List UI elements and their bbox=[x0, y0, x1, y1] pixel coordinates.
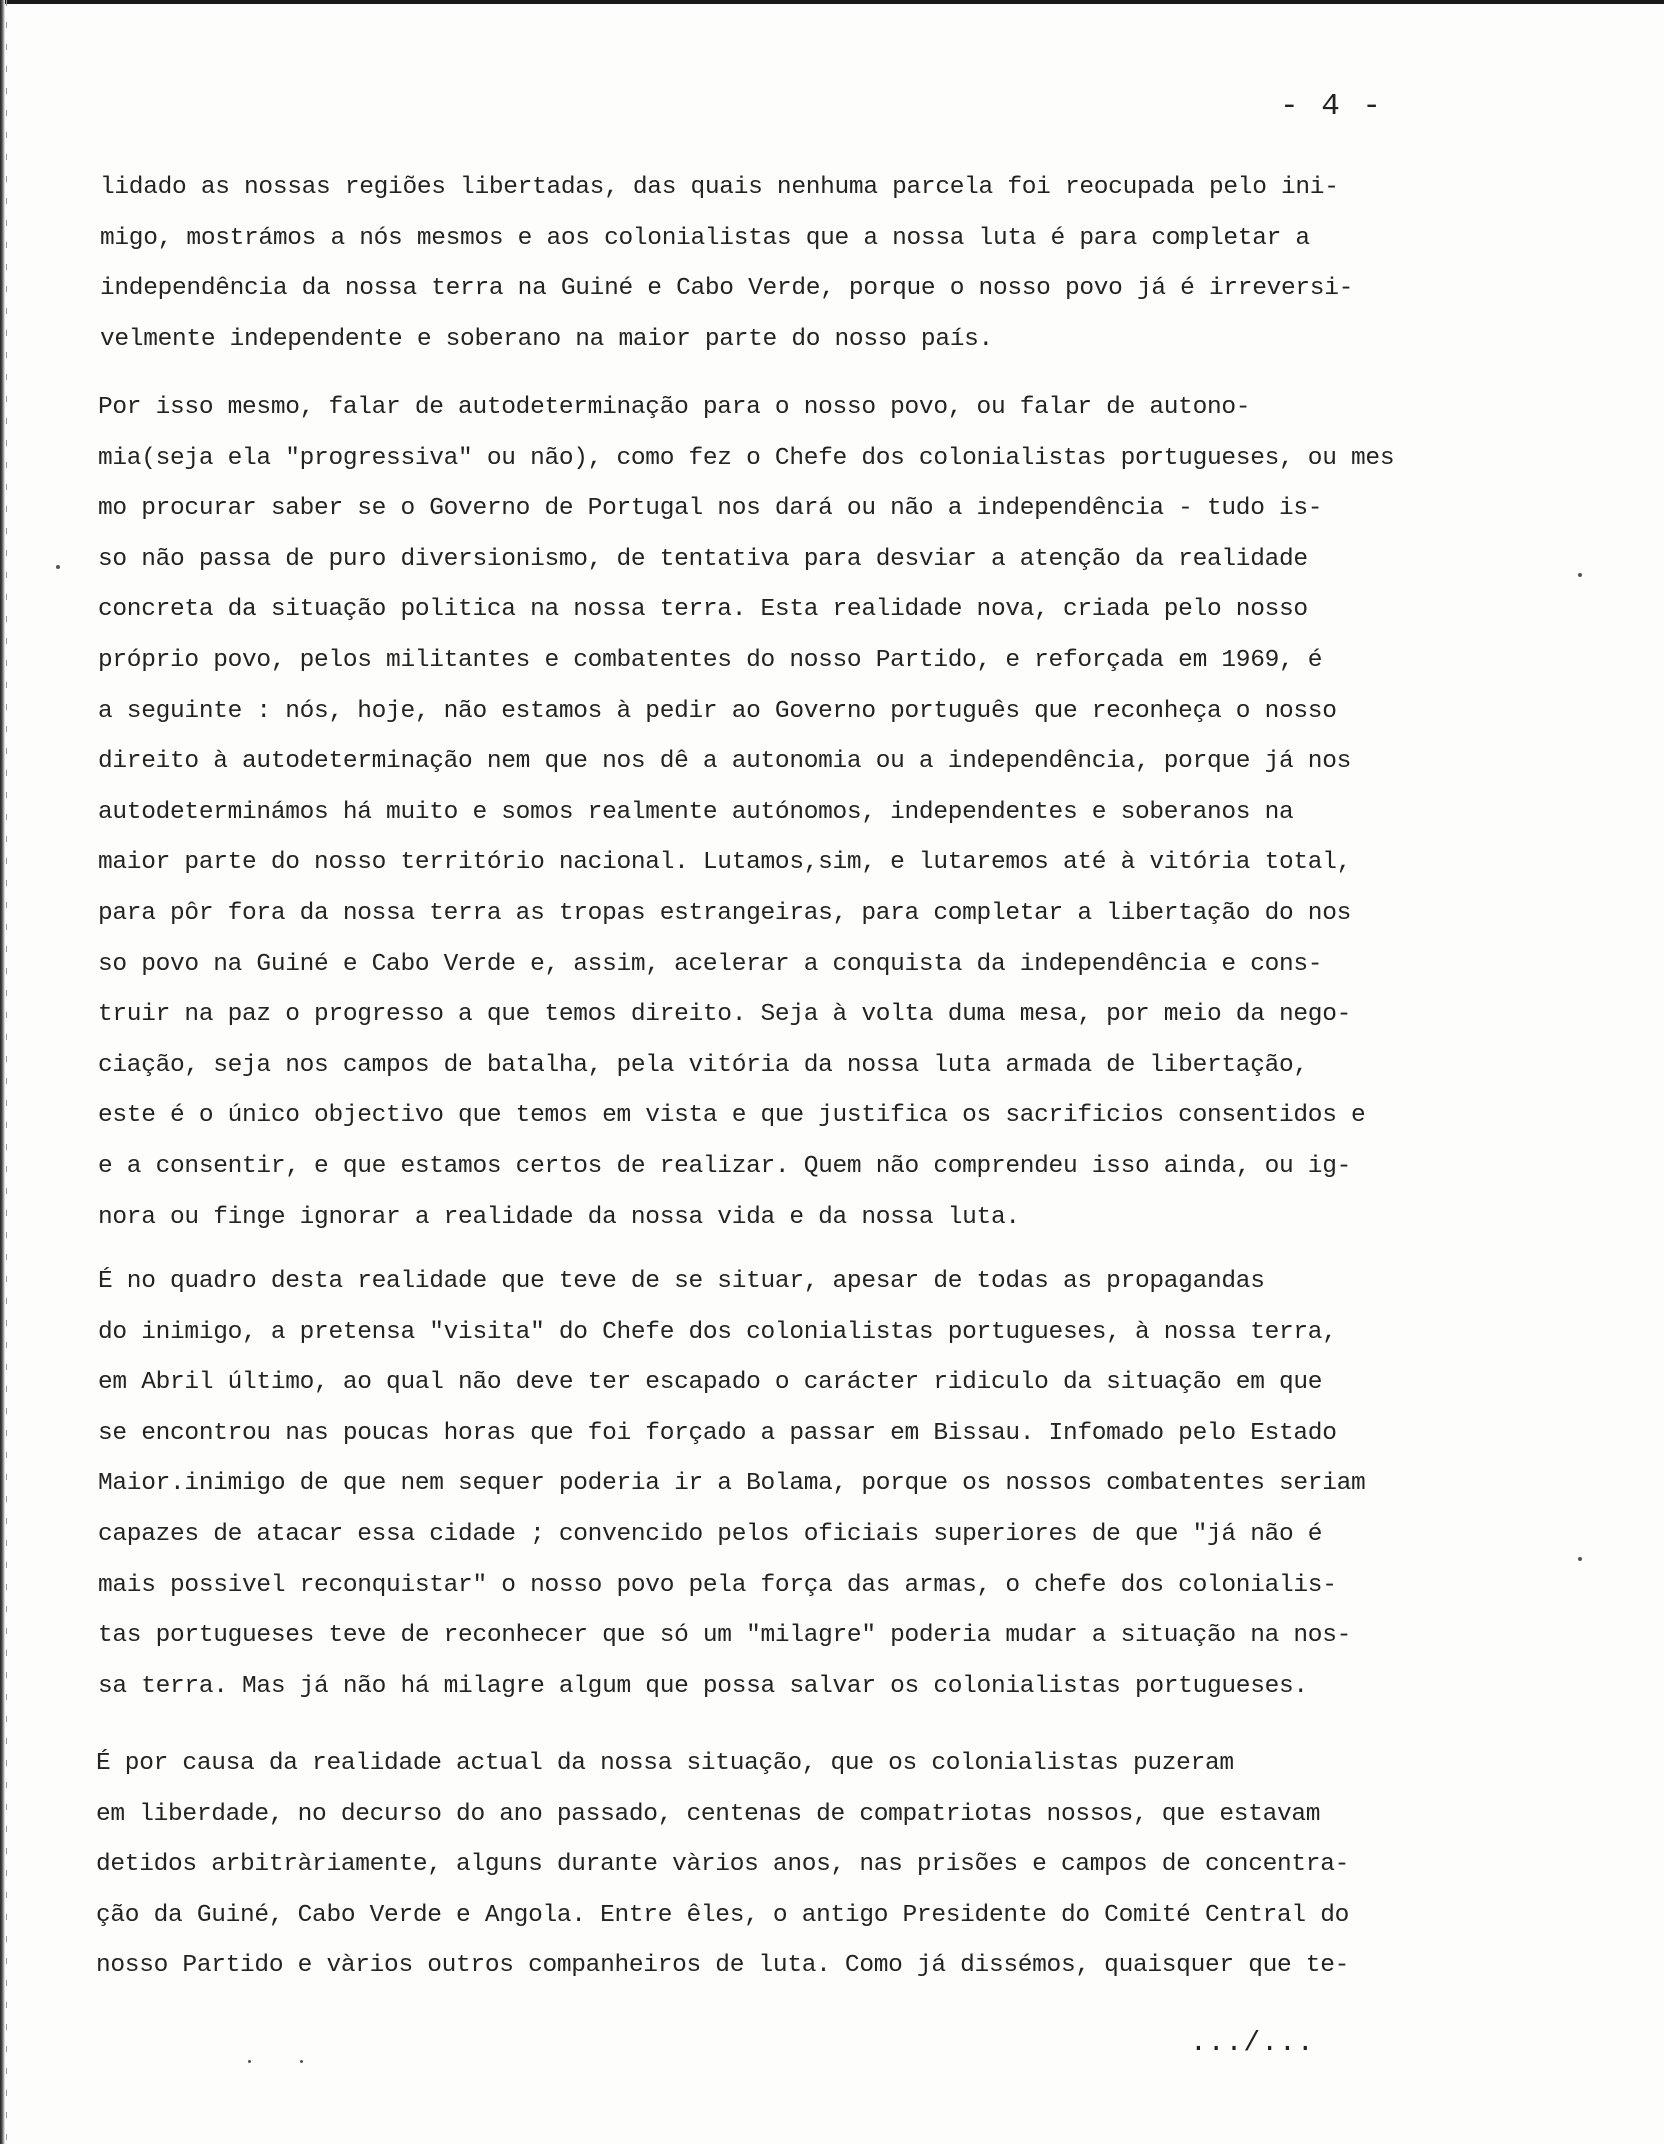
text-line: tas portugueses teve de reconhecer que só um "milagre" poderia mudar a situação na nos- bbox=[98, 1622, 1352, 1650]
text-line: mo procurar saber se o Governo de Portugal nos dará ou não a independência - tudo is- bbox=[98, 495, 1323, 523]
text-line: mais possivel reconquistar" o nosso povo pela força das armas, o chefe dos colonialis- bbox=[98, 1571, 1337, 1599]
text-line: sa terra. Mas já não há milagre algum que possa salvar os colonialistas portugueses. bbox=[98, 1672, 1308, 1700]
text-line: Maior.inimigo de que nem sequer poderia ir a Bolama, porque os nossos combatentes seriam bbox=[98, 1470, 1366, 1498]
text-line: maior parte do nosso território nacional. Lutamos,sim, e lutaremos até à vitória total, bbox=[98, 849, 1352, 877]
page-left-edge-perforation bbox=[6, 0, 7, 2144]
text-line: truir na paz o progresso a que temos direito. Seja à volta duma mesa, por meio da nego- bbox=[98, 1001, 1352, 1029]
scan-speck bbox=[56, 565, 60, 569]
text-line: ciação, seja nos campos de batalha, pela vitória da nossa luta armada de libertação, bbox=[98, 1051, 1308, 1079]
text-line: independência da nossa terra na Guiné e Cabo Verde, porque o nosso povo já é irreversi- bbox=[100, 275, 1354, 303]
text-line: em liberdade, no decurso do ano passado, centenas de compatriotas nossos, que estavam bbox=[96, 1800, 1321, 1828]
text-line: para pôr fora da nossa terra as tropas estrangeiras, para completar a libertação do nos bbox=[98, 899, 1352, 927]
text-line: capazes de atacar essa cidade ; convencido pelos oficiais superiores de que "já não é bbox=[98, 1520, 1323, 1548]
paragraph-2 bbox=[98, 383, 1394, 1243]
text-line: este é o único objectivo que temos em vista e que justifica os sacrificios consentidos e bbox=[98, 1102, 1366, 1130]
text-line: a seguinte : nós, hoje, não estamos à pedir ao Governo português que reconheça o nosso bbox=[98, 697, 1337, 725]
text-line: em Abril último, ao qual não deve ter escapado o carácter ridiculo da situação em que bbox=[98, 1369, 1323, 1397]
text-line: autodeterminámos há muito e somos realmente autónomos, independentes e soberanos na bbox=[98, 798, 1294, 826]
text-line: velmente independente e soberano na maior parte do nosso país. bbox=[100, 325, 993, 353]
scan-speck bbox=[1578, 1557, 1582, 1561]
text-line: É por causa da realidade actual da nossa situação, que os colonialistas puzeram bbox=[96, 1750, 1234, 1777]
text-line: lidado as nossas regiões libertadas, das quais nenhuma parcela foi reocupada pelo ini- bbox=[100, 174, 1339, 201]
scan-speck bbox=[1578, 573, 1582, 577]
page-top-edge bbox=[0, 0, 1664, 4]
text-line: próprio povo, pelos militantes e combatentes do nosso Partido, e reforçada em 1969, é bbox=[98, 646, 1323, 674]
text-line: detidos arbitràriamente, alguns durante vàrios anos, nas prisões e campos de concentra- bbox=[96, 1851, 1350, 1879]
paragraph-4 bbox=[96, 1739, 1349, 1992]
text-line: Por isso mesmo, falar de autodeterminação para o nosso povo, ou falar de autono- bbox=[98, 394, 1251, 421]
text-line: concreta da situação politica na nossa terra. Esta realidade nova, criada pelo nosso bbox=[98, 596, 1308, 624]
paragraph-3 bbox=[98, 1257, 1365, 1712]
text-line: so povo na Guiné e Cabo Verde e, assim, acelerar a conquista da independência e cons- bbox=[98, 950, 1323, 978]
text-line: É no quadro desta realidade que teve de se situar, apesar de todas as propagandas bbox=[98, 1268, 1265, 1295]
scan-speck bbox=[248, 2060, 251, 2063]
text-line: mia(seja ela "progressiva" ou não), como fez o Chefe dos colonialistas portugueses, ou mes bbox=[98, 444, 1395, 472]
text-line: se encontrou nas poucas horas que foi forçado a passar em Bissau. Infomado pelo Estado bbox=[98, 1419, 1337, 1447]
text-line: nora ou finge ignorar a realidade da nossa vida e da nossa luta. bbox=[98, 1203, 1020, 1231]
scan-speck bbox=[300, 2060, 303, 2063]
text-line: e a consentir, e que estamos certos de realizar. Quem não comprendeu isso ainda, ou ig- bbox=[98, 1152, 1352, 1180]
text-line: ção da Guiné, Cabo Verde e Angola. Entre êles, o antigo Presidente do Comité Central do bbox=[96, 1901, 1350, 1929]
text-line: direito à autodeterminação nem que nos dê a autonomia ou a independência, porque já nos bbox=[98, 748, 1352, 776]
text-line: nosso Partido e vàrios outros companheiros de luta. Como já dissémos, quaisquer que te- bbox=[96, 1952, 1350, 1980]
paragraph-1 bbox=[100, 163, 1353, 365]
text-line: do inimigo, a pretensa "visita" do Chefe dos colonialistas portugueses, à nossa terra, bbox=[98, 1318, 1337, 1346]
page-number: - 4 - bbox=[1280, 89, 1384, 124]
text-line: migo, mostrámos a nós mesmos e aos colonialistas que a nossa luta é para completar a bbox=[100, 224, 1310, 252]
continuation-mark: .../... bbox=[1190, 2028, 1315, 2059]
page-left-edge bbox=[0, 0, 5, 2144]
text-line: so não passa de puro diversionismo, de tentativa para desviar a atenção da realidade bbox=[98, 545, 1308, 573]
